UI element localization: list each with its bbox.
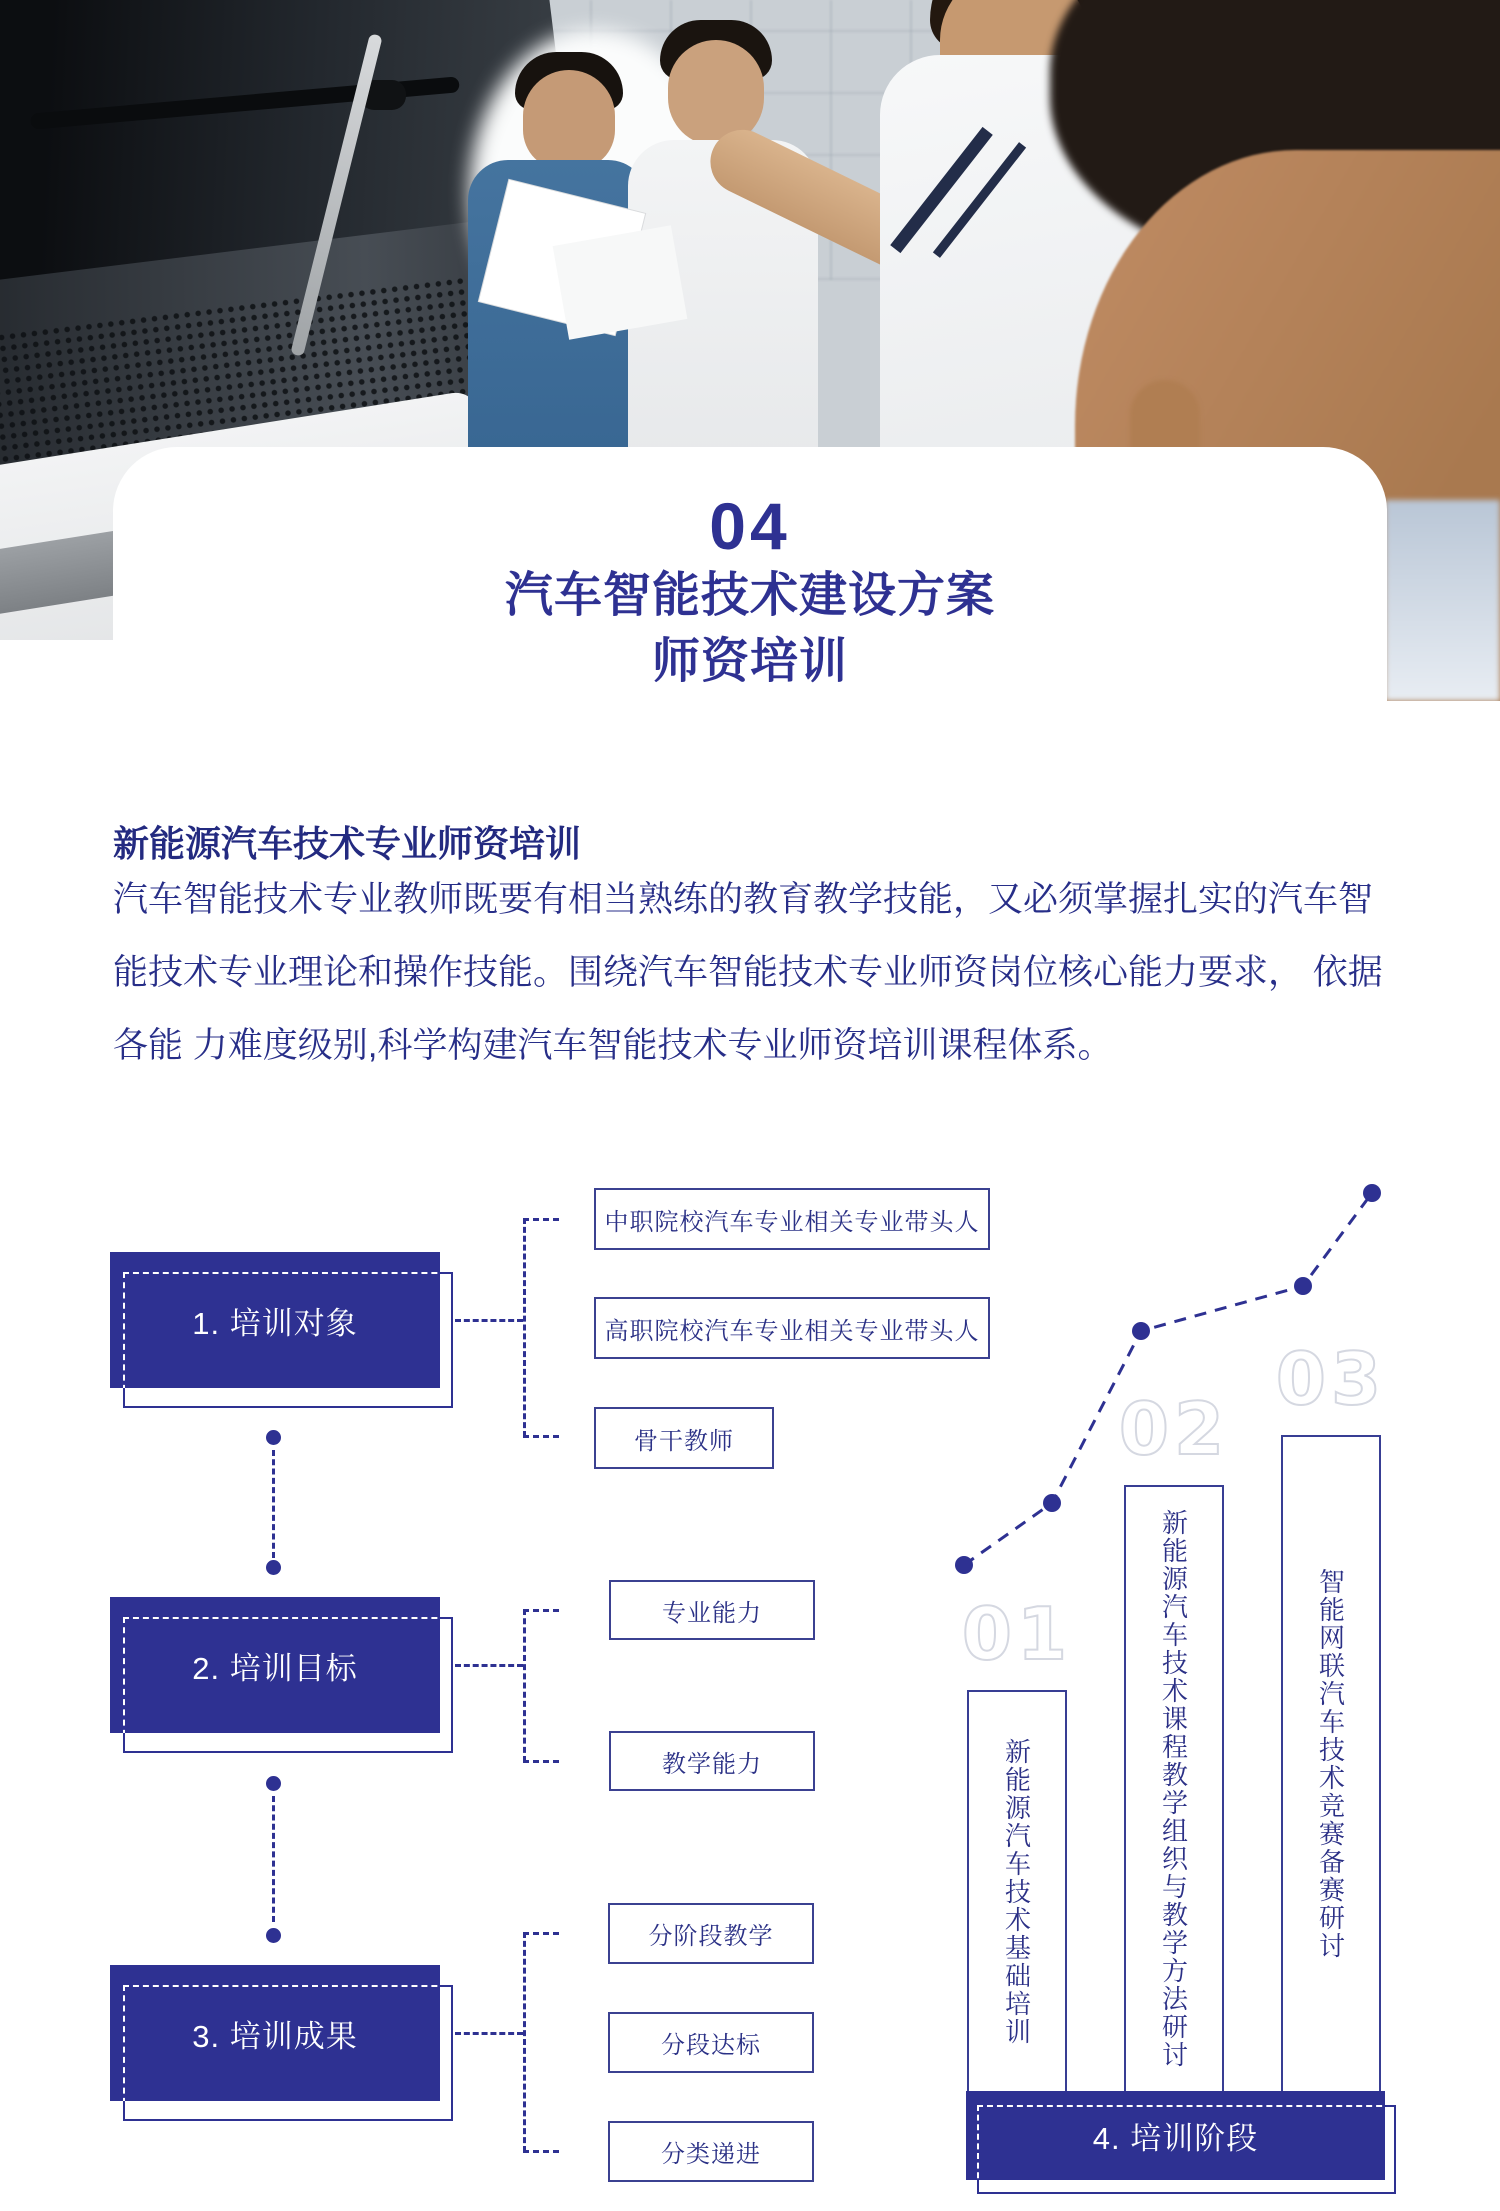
group2-label: 2. 培训目标 [192,1650,358,1686]
bracket2-stub-bottom [523,1760,559,1763]
bracket3-mid [455,2032,523,2035]
intro-line: 汽车智能技术专业教师既要有相当熟练的教育教学技能，又必须掌握扎实的汽车智 [113,880,1374,919]
stage-number-02: 02 [1118,1387,1230,1471]
item-box: 分类递进 [608,2121,814,2182]
item-box: 中职院校汽车专业相关专业带头人 [594,1188,990,1250]
connector-dot [266,1928,281,1943]
section-number: 04 [709,489,791,563]
group3-label: 3. 培训成果 [192,2018,358,2054]
intro-line: 能技术专业理论和操作技能。围绕汽车智能技术专业师资岗位核心能力要求， 依据 [113,953,1383,992]
stage-footer-box [966,2091,1385,2180]
item-box: 专业能力 [609,1580,815,1640]
group1-label: 1. 培训对象 [192,1305,358,1341]
stage-footer-label: 4. 培训阶段 [1092,2121,1259,2156]
stage-bar-2-text: 新能源汽车技术课程教学组织与教学方法研讨 [1158,1509,1189,2069]
bracket2-vertical [523,1609,526,1762]
connector-dot [266,1560,281,1575]
connector-dot [266,1776,281,1791]
stage-bar-1-text: 新能源汽车技术基础培训 [1001,1737,1032,2046]
group3-box [110,1965,440,2101]
connector-dot [266,1430,281,1445]
stage-bar-1 [967,1690,1067,2093]
bracket3-stub-top [523,1932,559,1935]
connector-line [272,1450,275,1558]
bracket2-stub-top [523,1609,559,1612]
stage-bar-3 [1281,1435,1381,2093]
bracket3-stub-bottom [523,2150,559,2153]
bracket3-vertical [523,1932,526,2152]
item-box: 高职院校汽车专业相关专业带头人 [594,1297,990,1359]
bracket1-stub-bottom [523,1435,559,1438]
bracket1-mid [455,1319,523,1322]
section-title-line1: 汽车智能技术建设方案 [504,569,995,622]
bracket1-stub-top [523,1218,559,1221]
section-title-line2: 师资培训 [651,635,848,688]
group2-box [110,1597,440,1733]
bracket2-mid [455,1664,523,1667]
item-box: 教学能力 [609,1731,815,1791]
item-box: 分段达标 [608,2012,814,2073]
intro-line: 各能 力难度级别,科学构建汽车智能技术专业师资培训课程体系。 [113,1026,1113,1065]
connector-line [272,1796,275,1922]
bracket1-vertical [523,1218,526,1437]
stage-bar-2 [1124,1485,1224,2093]
photo-person1-head [523,70,615,170]
stage-bar-3-text: 智能网联汽车技术竞赛备赛研讨 [1315,1568,1346,1960]
intro-heading: 新能源汽车技术专业师资培训 [113,823,582,864]
item-box: 骨干教师 [594,1407,774,1469]
item-box: 分阶段教学 [608,1903,814,1964]
stage-number-01: 01 [961,1592,1073,1676]
stage-number-03: 03 [1275,1337,1387,1421]
group1-box [110,1252,440,1388]
